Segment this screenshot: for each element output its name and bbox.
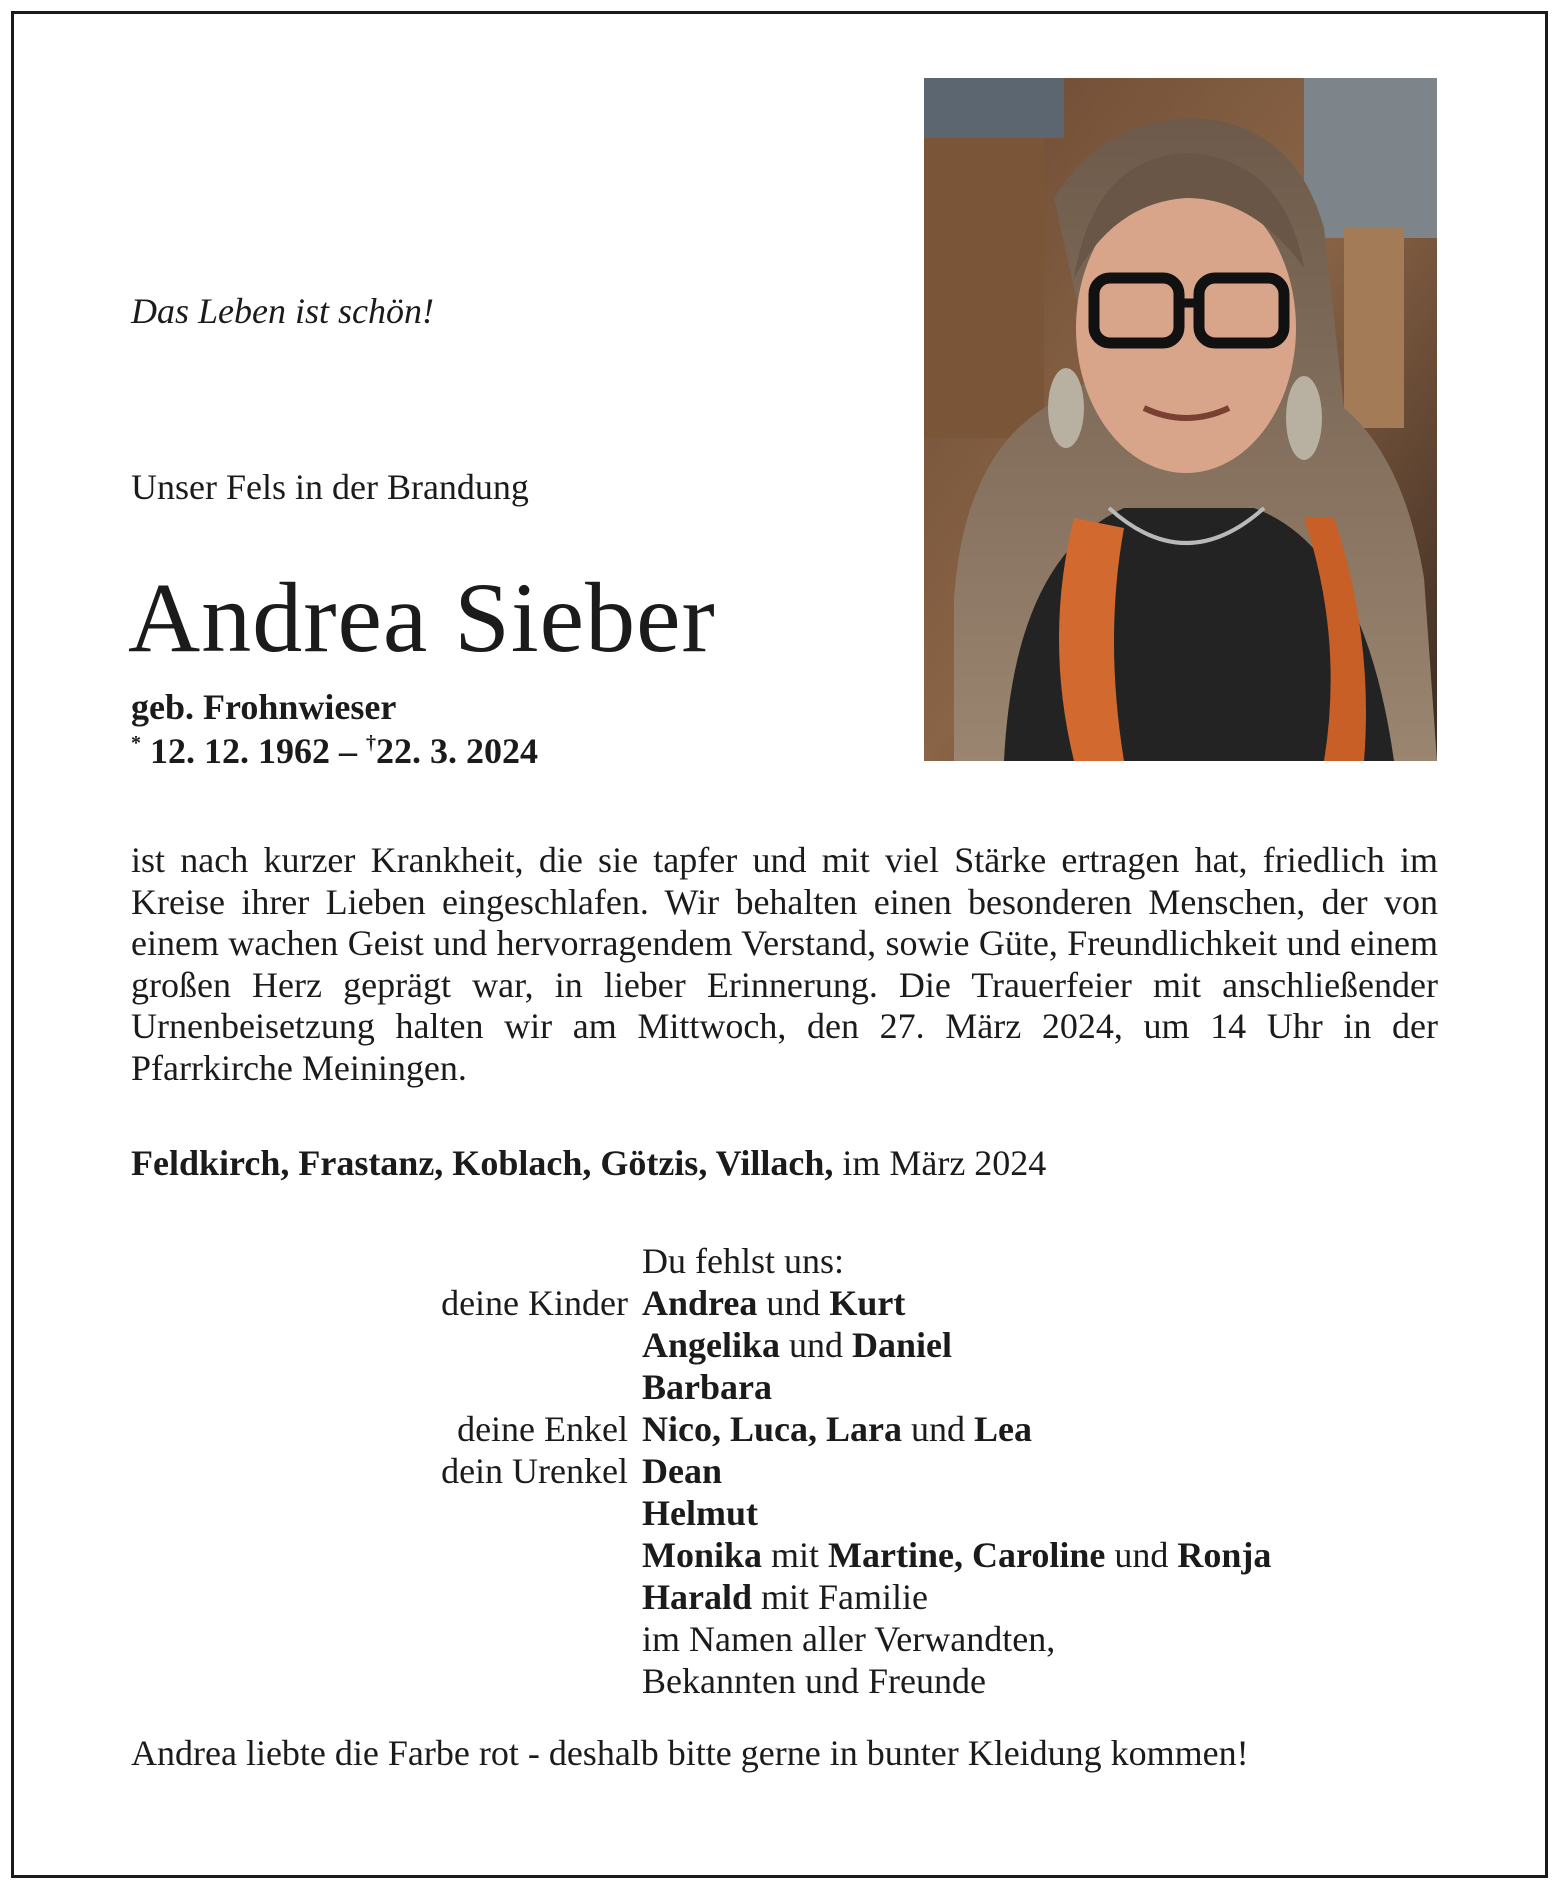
kinder-line-2: Angelika und Daniel <box>642 1325 953 1365</box>
list-item <box>0 1408 1567 1450</box>
list-item <box>0 1576 1567 1618</box>
portrait-photo <box>924 78 1437 761</box>
urenkel-line: Dean <box>642 1451 722 1491</box>
list-item <box>0 1450 1567 1492</box>
subtitle: Unser Fels in der Brandung <box>131 467 529 507</box>
places-line <box>131 1142 1046 1184</box>
kinder-line-3: Barbara <box>642 1367 772 1407</box>
list-item <box>0 1324 1567 1366</box>
portrait-illustration <box>924 78 1437 761</box>
list-item <box>0 1618 1567 1660</box>
places: Feldkirch, Frastanz, Koblach, Götzis, Villach, <box>131 1143 834 1183</box>
closing-note: Andrea liebte die Farbe rot - deshalb bitte gerne in bunter Kleidung kommen! <box>131 1733 1249 1773</box>
list-item <box>0 1534 1567 1576</box>
harald-line: Harald mit Familie <box>642 1577 929 1617</box>
list-item <box>0 1240 1567 1282</box>
death-date: 22. 3. 2024 <box>376 731 538 771</box>
mourners-list <box>0 1240 1567 1702</box>
kinder-line-1: Andrea und Kurt <box>642 1283 906 1323</box>
monika-line: Monika mit Martine, Caroline und Ronja <box>642 1535 1272 1575</box>
place-date: im März 2024 <box>842 1143 1047 1183</box>
enkel-line: Nico, Luca, Lara und Lea <box>642 1409 1032 1449</box>
deceased-name: Andrea Sieber <box>128 562 716 673</box>
helmut-line: Helmut <box>642 1493 758 1533</box>
date-separator: – <box>339 731 357 771</box>
birth-symbol: * <box>131 732 141 754</box>
maiden-name: geb. Frohnwieser <box>131 687 397 727</box>
birth-date: 12. 12. 1962 <box>150 731 330 771</box>
life-dates <box>131 730 538 772</box>
kinder-label: deine Kinder <box>441 1283 628 1323</box>
mourners-intro: Du fehlst uns: <box>642 1241 844 1281</box>
death-symbol: † <box>366 732 376 754</box>
list-item <box>0 1366 1567 1408</box>
body-paragraph: ist nach kurzer Krankheit, die sie tapfer und mit viel Stärke ertragen hat, friedlich im Kreise ihrer Lieben eingeschlafen. Wir behalten einen besonderen Menschen, der von einem wachen Geist und hervorragendem Verstand, sowie Güte, Freundlichkeit und einem großen Herz geprägt war, in lieber Erinnerung. Die Trauerfeier mit anschließender Urnenbeisetzung halten wir am Mittwoch, den 27. März 2024, um 14 Uhr in der Pfarrkirche Meiningen. <box>131 840 1438 1088</box>
enkel-label: deine Enkel <box>457 1409 628 1449</box>
list-item <box>0 1660 1567 1702</box>
urenkel-label: dein Urenkel <box>441 1451 628 1491</box>
relatives-line-1: im Namen aller Verwandten, <box>642 1619 1056 1659</box>
list-item <box>0 1492 1567 1534</box>
list-item <box>0 1282 1567 1324</box>
motto: Das Leben ist schön! <box>131 291 434 331</box>
relatives-line-2: Bekannten und Freunde <box>642 1661 986 1701</box>
